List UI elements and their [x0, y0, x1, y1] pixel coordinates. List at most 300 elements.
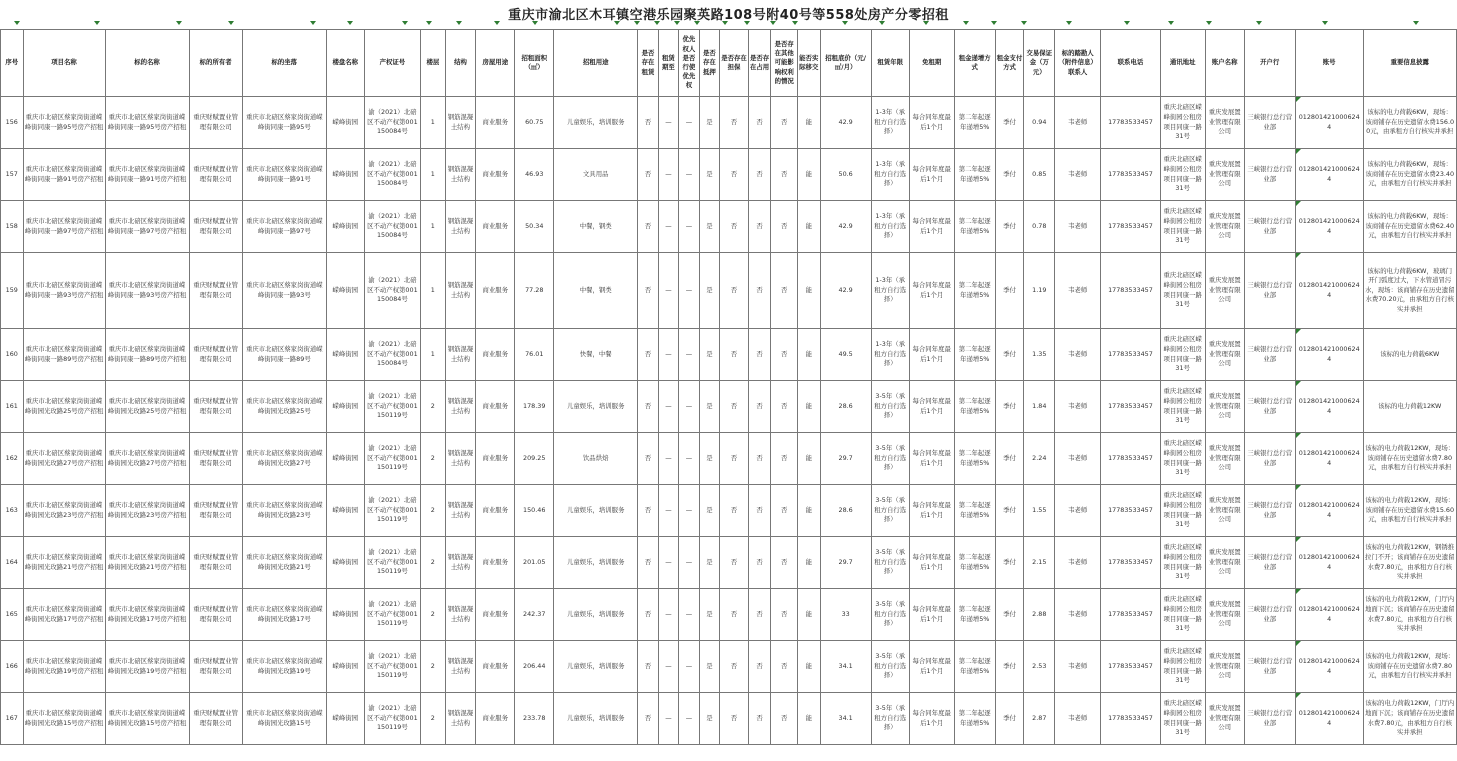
cell-owner[interactable]: 重庆财赋置业管理有限公司 [189, 201, 242, 253]
cell-priority[interactable]: — [679, 589, 699, 641]
cell-occupied[interactable]: 否 [748, 433, 771, 485]
cell-other[interactable]: 否 [771, 485, 798, 537]
cell-payment[interactable]: 季付 [995, 253, 1024, 329]
cell-project[interactable]: 重庆市北碚区蔡家岗街道嵘峰街同康一路93号房产招租 [23, 253, 105, 329]
cell-contact[interactable]: 韦老师 [1055, 537, 1101, 589]
cell-project[interactable]: 重庆市北碚区蔡家岗街道嵘峰街同康一路89号房产招租 [23, 329, 105, 381]
cell-guarantee[interactable]: 否 [720, 589, 749, 641]
cell-payment[interactable]: 季付 [995, 589, 1024, 641]
cell-guarantee[interactable]: 否 [720, 201, 749, 253]
cell-years[interactable]: 3-5年（承租方自行选择） [871, 485, 909, 537]
cell-phone[interactable]: 17783533457 [1101, 693, 1160, 745]
cell-bank[interactable]: 三峡银行总行营业部 [1244, 201, 1295, 253]
cell-contact[interactable]: 韦老师 [1055, 149, 1101, 201]
filter-dropdown-icon[interactable] [722, 21, 728, 25]
cell-price[interactable]: 34.1 [820, 693, 871, 745]
cell-location[interactable]: 重庆市北碚区蔡家岗街道嵘峰街园光玫路17号 [242, 589, 326, 641]
column-header-guarantee[interactable]: 是否存在担保 [720, 30, 749, 97]
column-header-floor[interactable]: 楼层 [421, 30, 446, 97]
cell-target[interactable]: 重庆市北碚区蔡家岗街道嵘峰街园光玫路25号房产招租 [105, 381, 189, 433]
cell-deposit[interactable]: 2.88 [1024, 589, 1055, 641]
cell-occupied[interactable]: 否 [748, 485, 771, 537]
cell-priority[interactable]: — [679, 641, 699, 693]
cell-increase[interactable]: 第二年起逐年递增5% [954, 97, 995, 149]
cell-term[interactable]: — [658, 433, 678, 485]
cell-other[interactable]: 否 [771, 97, 798, 149]
cell-owner[interactable]: 重庆财赋置业管理有限公司 [189, 329, 242, 381]
column-header-account[interactable]: 账号 [1295, 30, 1363, 97]
cell-owner[interactable]: 重庆财赋置业管理有限公司 [189, 381, 242, 433]
cell-contact[interactable]: 韦老师 [1055, 433, 1101, 485]
cell-target[interactable]: 重庆市北碚区蔡家岗街道嵘峰街园光玫路17号房产招租 [105, 589, 189, 641]
cell-occupied[interactable]: 否 [748, 253, 771, 329]
cell-cert[interactable]: 渝（2021）北碚区不动产权第001150084号 [364, 97, 420, 149]
filter-dropdown-icon[interactable] [1413, 21, 1419, 25]
column-header-payment[interactable]: 租金支付方式 [995, 30, 1024, 97]
cell-accname[interactable]: 重庆发展置业管理有限公司 [1205, 641, 1244, 693]
cell-deposit[interactable]: 1.55 [1024, 485, 1055, 537]
cell-account[interactable] [1295, 149, 1363, 201]
cell-payment[interactable]: 季付 [995, 537, 1024, 589]
cell-mortgage[interactable]: 是 [699, 485, 719, 537]
cell-other[interactable]: 否 [771, 433, 798, 485]
cell-transfer[interactable]: 能 [798, 381, 821, 433]
cell-accname[interactable]: 重庆发展置业管理有限公司 [1205, 537, 1244, 589]
cell-target[interactable]: 重庆市北碚区蔡家岗街道嵘峰街同康一路91号房产招租 [105, 149, 189, 201]
cell-contact[interactable]: 韦老师 [1055, 97, 1101, 149]
cell-seq[interactable]: 160 [1, 329, 24, 381]
cell-guarantee[interactable]: 否 [720, 641, 749, 693]
cell-floor[interactable]: 1 [421, 201, 446, 253]
cell-owner[interactable]: 重庆财赋置业管理有限公司 [189, 537, 242, 589]
cell-phone[interactable]: 17783533457 [1101, 485, 1160, 537]
cell-freeperiod[interactable]: 每合同年度最后1个月 [909, 381, 954, 433]
cell-price[interactable]: 28.6 [820, 485, 871, 537]
cell-priority[interactable]: — [679, 97, 699, 149]
cell-accname[interactable]: 重庆发展置业管理有限公司 [1205, 693, 1244, 745]
cell-accname[interactable]: 重庆发展置业管理有限公司 [1205, 485, 1244, 537]
cell-accname[interactable]: 重庆发展置业管理有限公司 [1205, 149, 1244, 201]
cell-tenant[interactable]: 否 [638, 433, 658, 485]
cell-mortgage[interactable]: 是 [699, 589, 719, 641]
cell-freeperiod[interactable]: 每合同年度最后1个月 [909, 693, 954, 745]
cell-guarantee[interactable]: 否 [720, 253, 749, 329]
filter-dropdown-icon[interactable] [1168, 21, 1174, 25]
column-header-use[interactable]: 房屋用途 [476, 30, 515, 97]
filter-dropdown-icon[interactable] [614, 21, 620, 25]
cell-use[interactable]: 商业服务 [476, 693, 515, 745]
cell-area[interactable]: 178.39 [515, 381, 554, 433]
cell-price[interactable]: 29.7 [820, 537, 871, 589]
cell-payment[interactable]: 季付 [995, 693, 1024, 745]
cell-target[interactable]: 重庆市北碚区蔡家岗街道嵘峰街同康一路89号房产招租 [105, 329, 189, 381]
cell-address[interactable]: 重庆北碚区嵘峰街园公租房项目同康一路31号 [1160, 641, 1205, 693]
cell-transfer[interactable]: 能 [798, 693, 821, 745]
cell-purpose[interactable]: 儿童娱乐，培训服务 [554, 485, 638, 537]
cell-purpose[interactable]: 中餐，钢类 [554, 201, 638, 253]
cell-occupied[interactable]: 否 [748, 537, 771, 589]
filter-dropdown-icon[interactable] [1124, 21, 1130, 25]
cell-seq[interactable]: 163 [1, 485, 24, 537]
cell-contact[interactable]: 韦老师 [1055, 253, 1101, 329]
cell-location[interactable]: 重庆市北碚区蔡家岗街道嵘峰街同康一路93号 [242, 253, 326, 329]
cell-area[interactable]: 150.46 [515, 485, 554, 537]
cell-term[interactable]: — [658, 97, 678, 149]
cell-address[interactable]: 重庆北碚区嵘峰街园公租房项目同康一路31号 [1160, 589, 1205, 641]
cell-deposit[interactable]: 2.24 [1024, 433, 1055, 485]
column-header-area[interactable]: 招租面积（㎡） [515, 30, 554, 97]
column-header-project[interactable]: 项目名称 [23, 30, 105, 97]
cell-cert[interactable]: 渝（2021）北碚区不动产权第001150084号 [364, 149, 420, 201]
cell-price[interactable]: 42.9 [820, 97, 871, 149]
cell-account[interactable] [1295, 201, 1363, 253]
cell-mortgage[interactable]: 是 [699, 537, 719, 589]
cell-guarantee[interactable]: 否 [720, 485, 749, 537]
cell-tenant[interactable]: 否 [638, 201, 658, 253]
cell-bank[interactable]: 三峡银行总行营业部 [1244, 149, 1295, 201]
filter-dropdown-icon[interactable] [694, 21, 700, 25]
cell-increase[interactable]: 第二年起逐年递增5% [954, 149, 995, 201]
cell-account[interactable] [1295, 381, 1363, 433]
column-header-increase[interactable]: 租金递增方式 [954, 30, 995, 97]
cell-guarantee[interactable]: 否 [720, 149, 749, 201]
cell-payment[interactable]: 季付 [995, 97, 1024, 149]
column-header-bank[interactable]: 开户行 [1244, 30, 1295, 97]
cell-increase[interactable]: 第二年起逐年递增5% [954, 641, 995, 693]
cell-price[interactable]: 49.5 [820, 329, 871, 381]
cell-project[interactable]: 重庆市北碚区蔡家岗街道嵘峰街园光玫路19号房产招租 [23, 641, 105, 693]
cell-phone[interactable]: 17783533457 [1101, 97, 1160, 149]
cell-accname[interactable]: 重庆发展置业管理有限公司 [1205, 253, 1244, 329]
cell-location[interactable]: 重庆市北碚区蔡家岗街道嵘峰街同康一路97号 [242, 201, 326, 253]
cell-address[interactable]: 重庆北碚区嵘峰街园公租房项目同康一路31号 [1160, 329, 1205, 381]
filter-dropdown-icon[interactable] [494, 21, 500, 25]
cell-cert[interactable]: 渝（2021）北碚区不动产权第001150119号 [364, 381, 420, 433]
cell-contact[interactable]: 韦老师 [1055, 641, 1101, 693]
cell-bank[interactable]: 三峡银行总行营业部 [1244, 537, 1295, 589]
cell-building[interactable]: 嵘峰街园 [326, 97, 364, 149]
cell-cert[interactable]: 渝（2021）北碚区不动产权第001150119号 [364, 693, 420, 745]
cell-transfer[interactable]: 能 [798, 433, 821, 485]
cell-area[interactable]: 201.05 [515, 537, 554, 589]
cell-accname[interactable]: 重庆发展置业管理有限公司 [1205, 97, 1244, 149]
cell-target[interactable]: 重庆市北碚区蔡家岗街道嵘峰街园光玫路27号房产招租 [105, 433, 189, 485]
cell-tenant[interactable]: 否 [638, 485, 658, 537]
cell-use[interactable]: 商业服务 [476, 201, 515, 253]
cell-seq[interactable]: 159 [1, 253, 24, 329]
cell-accname[interactable]: 重庆发展置业管理有限公司 [1205, 589, 1244, 641]
cell-disclosure[interactable]: 该标的电力荷载12KW，现场：该商铺存在历史遗留水费15.60元，由承租方自行核实并承担 [1363, 485, 1457, 537]
cell-deposit[interactable]: 1.84 [1024, 381, 1055, 433]
filter-dropdown-icon[interactable] [426, 21, 432, 25]
cell-floor[interactable]: 2 [421, 589, 446, 641]
cell-area[interactable]: 50.34 [515, 201, 554, 253]
cell-disclosure[interactable]: 该标的电力荷载6KW，现场：该商铺存在历史遗留水费62.40元，由承租方自行核实并承担 [1363, 201, 1457, 253]
cell-project[interactable]: 重庆市北碚区蔡家岗街道嵘峰街园光玫路23号房产招租 [23, 485, 105, 537]
cell-purpose[interactable]: 儿童娱乐，培训服务 [554, 589, 638, 641]
cell-disclosure[interactable]: 该标的电力荷载12KW，钢锈推拉门不开；该商铺存在历史遗留水费7.80元，由承租方自行核实并承担 [1363, 537, 1457, 589]
cell-mortgage[interactable]: 是 [699, 149, 719, 201]
filter-dropdown-icon[interactable] [228, 21, 234, 25]
cell-years[interactable]: 1-3年（承租方自行选择） [871, 97, 909, 149]
cell-bank[interactable]: 三峡银行总行营业部 [1244, 485, 1295, 537]
cell-increase[interactable]: 第二年起逐年递增5% [954, 201, 995, 253]
cell-phone[interactable]: 17783533457 [1101, 589, 1160, 641]
cell-project[interactable]: 重庆市北碚区蔡家岗街道嵘峰街同康一路91号房产招租 [23, 149, 105, 201]
cell-freeperiod[interactable]: 每合同年度最后1个月 [909, 253, 954, 329]
cell-accname[interactable]: 重庆发展置业管理有限公司 [1205, 329, 1244, 381]
column-header-tenant[interactable]: 是否存在租赁 [638, 30, 658, 97]
cell-freeperiod[interactable]: 每合同年度最后1个月 [909, 433, 954, 485]
cell-building[interactable]: 嵘峰街园 [326, 485, 364, 537]
cell-location[interactable]: 重庆市北碚区蔡家岗街道嵘峰街同康一路95号 [242, 97, 326, 149]
cell-freeperiod[interactable]: 每合同年度最后1个月 [909, 537, 954, 589]
cell-freeperiod[interactable]: 每合同年度最后1个月 [909, 97, 954, 149]
cell-term[interactable]: — [658, 589, 678, 641]
cell-mortgage[interactable]: 是 [699, 433, 719, 485]
cell-other[interactable]: 否 [771, 201, 798, 253]
cell-owner[interactable]: 重庆财赋置业管理有限公司 [189, 641, 242, 693]
cell-payment[interactable]: 季付 [995, 433, 1024, 485]
cell-building[interactable]: 嵘峰街园 [326, 693, 364, 745]
cell-mortgage[interactable]: 是 [699, 329, 719, 381]
cell-structure[interactable]: 钢筋混凝土结构 [445, 433, 476, 485]
cell-area[interactable]: 76.01 [515, 329, 554, 381]
cell-years[interactable]: 3-5年（承租方自行选择） [871, 537, 909, 589]
cell-cert[interactable]: 渝（2021）北碚区不动产权第001150084号 [364, 201, 420, 253]
cell-account[interactable] [1295, 589, 1363, 641]
cell-phone[interactable]: 17783533457 [1101, 381, 1160, 433]
cell-use[interactable]: 商业服务 [476, 329, 515, 381]
cell-cert[interactable]: 渝（2021）北碚区不动产权第001150119号 [364, 589, 420, 641]
cell-use[interactable]: 商业服务 [476, 149, 515, 201]
cell-freeperiod[interactable]: 每合同年度最后1个月 [909, 485, 954, 537]
cell-term[interactable]: — [658, 381, 678, 433]
cell-term[interactable]: — [658, 641, 678, 693]
cell-increase[interactable]: 第二年起逐年递增5% [954, 329, 995, 381]
cell-guarantee[interactable]: 否 [720, 97, 749, 149]
cell-tenant[interactable]: 否 [638, 97, 658, 149]
cell-purpose[interactable]: 儿童娱乐，培训服务 [554, 97, 638, 149]
cell-mortgage[interactable]: 是 [699, 381, 719, 433]
column-header-phone[interactable]: 联系电话 [1101, 30, 1160, 97]
cell-target[interactable]: 重庆市北碚区蔡家岗街道嵘峰街同康一路93号房产招租 [105, 253, 189, 329]
cell-use[interactable]: 商业服务 [476, 381, 515, 433]
cell-phone[interactable]: 17783533457 [1101, 433, 1160, 485]
cell-owner[interactable]: 重庆财赋置业管理有限公司 [189, 253, 242, 329]
cell-structure[interactable]: 钢筋混凝土结构 [445, 149, 476, 201]
cell-deposit[interactable]: 1.35 [1024, 329, 1055, 381]
cell-phone[interactable]: 17783533457 [1101, 537, 1160, 589]
cell-tenant[interactable]: 否 [638, 381, 658, 433]
column-header-transfer[interactable]: 能否实际移交 [798, 30, 821, 97]
cell-other[interactable]: 否 [771, 693, 798, 745]
filter-dropdown-icon[interactable] [634, 21, 640, 25]
cell-purpose[interactable]: 儿童娱乐，培训服务 [554, 381, 638, 433]
cell-floor[interactable]: 1 [421, 97, 446, 149]
filter-dropdown-icon[interactable] [1322, 21, 1328, 25]
cell-project[interactable]: 重庆市北碚区蔡家岗街道嵘峰街园光玫路21号房产招租 [23, 537, 105, 589]
cell-purpose[interactable]: 文具用品 [554, 149, 638, 201]
cell-building[interactable]: 嵘峰街园 [326, 433, 364, 485]
cell-increase[interactable]: 第二年起逐年递增5% [954, 485, 995, 537]
filter-dropdown-icon[interactable] [792, 21, 798, 25]
cell-building[interactable]: 嵘峰街园 [326, 201, 364, 253]
cell-years[interactable]: 3-5年（承租方自行选择） [871, 693, 909, 745]
cell-priority[interactable]: — [679, 201, 699, 253]
cell-deposit[interactable]: 0.85 [1024, 149, 1055, 201]
filter-dropdown-icon[interactable] [94, 21, 100, 25]
cell-price[interactable]: 33 [820, 589, 871, 641]
cell-address[interactable]: 重庆北碚区嵘峰街园公租房项目同康一路31号 [1160, 693, 1205, 745]
cell-seq[interactable]: 161 [1, 381, 24, 433]
cell-floor[interactable]: 2 [421, 433, 446, 485]
cell-project[interactable]: 重庆市北碚区蔡家岗街道嵘峰街同康一路95号房产招租 [23, 97, 105, 149]
cell-guarantee[interactable]: 否 [720, 433, 749, 485]
cell-occupied[interactable]: 否 [748, 641, 771, 693]
cell-tenant[interactable]: 否 [638, 641, 658, 693]
cell-other[interactable]: 否 [771, 589, 798, 641]
cell-guarantee[interactable]: 否 [720, 329, 749, 381]
cell-transfer[interactable]: 能 [798, 485, 821, 537]
column-header-target[interactable]: 标的名称 [105, 30, 189, 97]
cell-floor[interactable]: 2 [421, 641, 446, 693]
cell-area[interactable]: 60.75 [515, 97, 554, 149]
cell-account[interactable] [1295, 433, 1363, 485]
cell-cert[interactable]: 渝（2021）北碚区不动产权第001150084号 [364, 253, 420, 329]
cell-disclosure[interactable]: 该标的电力荷载12KW，门厅内地面下沉；该商铺存在历史遗留水费7.80元，由承租方自行核实并承担 [1363, 693, 1457, 745]
cell-contact[interactable]: 韦老师 [1055, 201, 1101, 253]
filter-dropdown-icon[interactable] [402, 21, 408, 25]
cell-tenant[interactable]: 否 [638, 329, 658, 381]
cell-contact[interactable]: 韦老师 [1055, 381, 1101, 433]
cell-years[interactable]: 1-3年（承租方自行选择） [871, 201, 909, 253]
cell-phone[interactable]: 17783533457 [1101, 329, 1160, 381]
cell-deposit[interactable]: 1.19 [1024, 253, 1055, 329]
cell-years[interactable]: 3-5年（承租方自行选择） [871, 641, 909, 693]
cell-address[interactable]: 重庆北碚区嵘峰街园公租房项目同康一路31号 [1160, 253, 1205, 329]
cell-contact[interactable]: 韦老师 [1055, 485, 1101, 537]
cell-account[interactable] [1295, 537, 1363, 589]
cell-owner[interactable]: 重庆财赋置业管理有限公司 [189, 97, 242, 149]
cell-structure[interactable]: 钢筋混凝土结构 [445, 253, 476, 329]
cell-freeperiod[interactable]: 每合同年度最后1个月 [909, 589, 954, 641]
cell-guarantee[interactable]: 否 [720, 381, 749, 433]
cell-seq[interactable]: 167 [1, 693, 24, 745]
cell-accname[interactable]: 重庆发展置业管理有限公司 [1205, 201, 1244, 253]
filter-dropdown-icon[interactable] [923, 21, 929, 25]
cell-cert[interactable]: 渝（2021）北碚区不动产权第001150119号 [364, 641, 420, 693]
cell-transfer[interactable]: 能 [798, 97, 821, 149]
filter-dropdown-icon[interactable] [770, 21, 776, 25]
cell-priority[interactable]: — [679, 433, 699, 485]
cell-tenant[interactable]: 否 [638, 537, 658, 589]
cell-disclosure[interactable]: 该标的电力荷载12KW [1363, 381, 1457, 433]
column-header-freeperiod[interactable]: 免租期 [909, 30, 954, 97]
cell-freeperiod[interactable]: 每合同年度最后1个月 [909, 329, 954, 381]
column-header-structure[interactable]: 结构 [445, 30, 476, 97]
cell-structure[interactable]: 钢筋混凝土结构 [445, 329, 476, 381]
filter-dropdown-icon[interactable] [176, 21, 182, 25]
column-header-disclosure[interactable]: 重要信息披露 [1363, 30, 1457, 97]
cell-priority[interactable]: — [679, 253, 699, 329]
cell-occupied[interactable]: 否 [748, 329, 771, 381]
cell-structure[interactable]: 钢筋混凝土结构 [445, 485, 476, 537]
cell-owner[interactable]: 重庆财赋置业管理有限公司 [189, 693, 242, 745]
cell-floor[interactable]: 2 [421, 693, 446, 745]
filter-dropdown-icon[interactable] [842, 21, 848, 25]
cell-payment[interactable]: 季付 [995, 201, 1024, 253]
filter-dropdown-icon[interactable] [744, 21, 750, 25]
cell-occupied[interactable]: 否 [748, 589, 771, 641]
filter-dropdown-icon[interactable] [347, 21, 353, 25]
cell-address[interactable]: 重庆北碚区嵘峰街园公租房项目同康一路31号 [1160, 433, 1205, 485]
cell-account[interactable] [1295, 485, 1363, 537]
cell-term[interactable]: — [658, 693, 678, 745]
cell-address[interactable]: 重庆北碚区嵘峰街园公租房项目同康一路31号 [1160, 201, 1205, 253]
cell-increase[interactable]: 第二年起逐年递增5% [954, 253, 995, 329]
filter-dropdown-icon[interactable] [1256, 21, 1262, 25]
cell-tenant[interactable]: 否 [638, 149, 658, 201]
column-header-owner[interactable]: 标的所有者 [189, 30, 242, 97]
cell-floor[interactable]: 1 [421, 329, 446, 381]
cell-bank[interactable]: 三峡银行总行营业部 [1244, 433, 1295, 485]
cell-other[interactable]: 否 [771, 641, 798, 693]
cell-account[interactable] [1295, 329, 1363, 381]
column-header-deposit[interactable]: 交易保证金（万元） [1024, 30, 1055, 97]
cell-term[interactable]: — [658, 253, 678, 329]
cell-priority[interactable]: — [679, 149, 699, 201]
cell-bank[interactable]: 三峡银行总行营业部 [1244, 641, 1295, 693]
cell-disclosure[interactable]: 该标的电力荷载6KW，现场：该商铺存在历史遗留水费156.00元，由承租方自行核实并承担 [1363, 97, 1457, 149]
cell-other[interactable]: 否 [771, 149, 798, 201]
cell-mortgage[interactable]: 是 [699, 253, 719, 329]
cell-disclosure[interactable]: 该标的电力荷载12KW，现场：该商铺存在历史遗留水费7.80元，由承租方自行核实并承担 [1363, 641, 1457, 693]
cell-payment[interactable]: 季付 [995, 485, 1024, 537]
cell-purpose[interactable]: 中餐，钢类 [554, 253, 638, 329]
cell-accname[interactable]: 重庆发展置业管理有限公司 [1205, 433, 1244, 485]
cell-years[interactable]: 1-3年（承租方自行选择） [871, 253, 909, 329]
cell-transfer[interactable]: 能 [798, 537, 821, 589]
filter-dropdown-icon[interactable] [963, 21, 969, 25]
cell-project[interactable]: 重庆市北碚区蔡家岗街道嵘峰街园光玫路25号房产招租 [23, 381, 105, 433]
cell-term[interactable]: — [658, 485, 678, 537]
cell-freeperiod[interactable]: 每合同年度最后1个月 [909, 641, 954, 693]
cell-cert[interactable]: 渝（2021）北碚区不动产权第001150084号 [364, 329, 420, 381]
cell-building[interactable]: 嵘峰街园 [326, 149, 364, 201]
cell-increase[interactable]: 第二年起逐年递增5% [954, 433, 995, 485]
cell-address[interactable]: 重庆北碚区嵘峰街园公租房项目同康一路31号 [1160, 537, 1205, 589]
cell-mortgage[interactable]: 是 [699, 693, 719, 745]
cell-price[interactable]: 34.1 [820, 641, 871, 693]
cell-structure[interactable]: 钢筋混凝土结构 [445, 97, 476, 149]
cell-building[interactable]: 嵘峰街园 [326, 329, 364, 381]
cell-target[interactable]: 重庆市北碚区蔡家岗街道嵘峰街同康一路95号房产招租 [105, 97, 189, 149]
cell-other[interactable]: 否 [771, 381, 798, 433]
column-header-term[interactable]: 租赁期至 [658, 30, 678, 97]
cell-other[interactable]: 否 [771, 329, 798, 381]
filter-dropdown-icon[interactable] [1066, 21, 1072, 25]
column-header-years[interactable]: 租赁年限 [871, 30, 909, 97]
cell-deposit[interactable]: 2.15 [1024, 537, 1055, 589]
cell-cert[interactable]: 渝（2021）北碚区不动产权第001150119号 [364, 485, 420, 537]
cell-seq[interactable]: 164 [1, 537, 24, 589]
cell-location[interactable]: 重庆市北碚区蔡家岗街道嵘峰街园光玫路21号 [242, 537, 326, 589]
cell-increase[interactable]: 第二年起逐年递增5% [954, 589, 995, 641]
cell-price[interactable]: 42.9 [820, 201, 871, 253]
cell-target[interactable]: 重庆市北碚区蔡家岗街道嵘峰街园光玫路21号房产招租 [105, 537, 189, 589]
cell-cert[interactable]: 渝（2021）北碚区不动产权第001150119号 [364, 433, 420, 485]
